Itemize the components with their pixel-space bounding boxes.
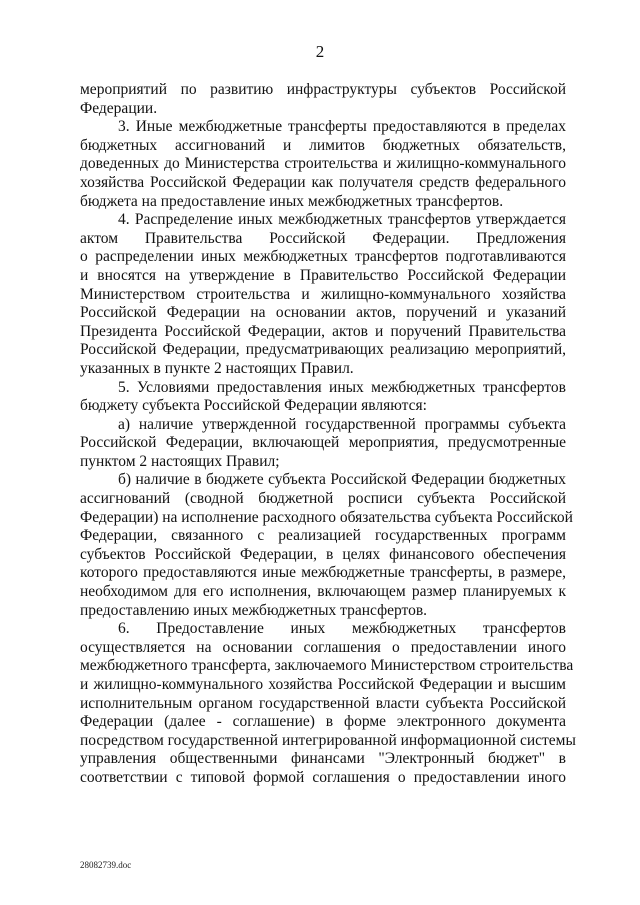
text-line: и жилищно-коммунального хозяйства Российской Федерации и высшим: [80, 676, 566, 693]
text-line: Российской Федерации на основании актов, поручений и указаний: [80, 304, 566, 322]
text-line: указанных в пункте 2 настоящих Правил.: [80, 359, 354, 377]
page-number: 2: [315, 42, 325, 61]
text-line: посредством государственной интегрированной информационной системы: [80, 731, 576, 749]
file-name-footer: 28082739.doc: [80, 860, 132, 870]
text-line: управления общественными финансами "Электронный бюджет" в: [80, 750, 566, 768]
text-line: б) наличие в бюджете субъекта Российской Федерации бюджетных: [118, 471, 566, 489]
text-line: предоставлению иных межбюджетных трансфертов.: [80, 601, 428, 619]
text-line: которого предоставляются иные межбюджетные трансферты, в размере,: [80, 564, 566, 582]
text-line: о распределении иных межбюджетных трансфертов подготавливаются: [80, 248, 566, 266]
text-line: 6. Предоставление иных межбюджетных трансфертов: [118, 620, 566, 638]
text-line: Федерации.: [80, 99, 158, 117]
text-line: Министерством строительства и жилищно-коммунального хозяйства: [80, 285, 566, 303]
text-line: Президента Российской Федерации, актов и поручений Правительства: [80, 322, 566, 340]
text-line: бюджета на предоставление иных межбюджетных трансфертов.: [80, 192, 504, 210]
text-line: а) наличие утвержденной государственной программы субъекта: [118, 415, 566, 433]
text-line: мероприятий по развитию инфраструктуры субъектов Российской: [80, 81, 566, 98]
text-line: Федерации (далее - соглашение) в форме электронного документа: [80, 713, 566, 731]
text-line: пунктом 2 настоящих Правил;: [80, 452, 280, 470]
text-line: исполнительным органом государственной власти субъекта Российской: [80, 694, 566, 712]
document-body: [80, 81, 576, 788]
text-line: Российской Федерации, включающей мероприятия, предусмотренные: [80, 434, 566, 452]
text-line: 3. Иные межбюджетные трансферты предоставляются в пределах: [118, 118, 566, 136]
text-line: осуществляется на основании соглашения о предоставлении иного: [80, 638, 566, 656]
text-line: Федерации) на исполнение расходного обязательства субъекта Российской: [80, 508, 573, 526]
text-line: Российской Федерации, предусматривающих реализацию мероприятий,: [80, 341, 566, 359]
text-line: 5. Условиями предоставления иных межбюджетных трансфертов: [118, 378, 566, 396]
text-line: соответствии с типовой формой соглашения о предоставлении иного: [80, 768, 566, 786]
text-line: межбюджетного трансферта, заключаемого Министерством строительства: [80, 657, 574, 675]
text-line: 4. Распределение иных межбюджетных трансфертов утверждается: [118, 211, 566, 229]
text-line: Федерации, связанного с реализацией государственных программ: [80, 527, 566, 545]
text-line: доведенных до Министерства строительства и жилищно-коммунального: [80, 155, 566, 173]
text-line: бюджетных ассигнований и лимитов бюджетных обязательств,: [80, 136, 566, 154]
text-line: и вносятся на утверждение в Правительство Российской Федерации: [80, 266, 566, 284]
text-line: актом Правительства Российской Федерации. Предложения: [80, 229, 566, 247]
text-line: хозяйства Российской Федерации как получателя средств федерального: [80, 173, 566, 191]
text-line: ассигнований (сводной бюджетной росписи субъекта Российской: [80, 490, 566, 508]
text-line: субъектов Российской Федерации, в целях финансового обеспечения: [80, 545, 566, 563]
text-line: бюджету субъекта Российской Федерации являются:: [80, 397, 427, 415]
text-line: необходимом для его исполнения, включающем размер планируемых к: [80, 583, 566, 601]
